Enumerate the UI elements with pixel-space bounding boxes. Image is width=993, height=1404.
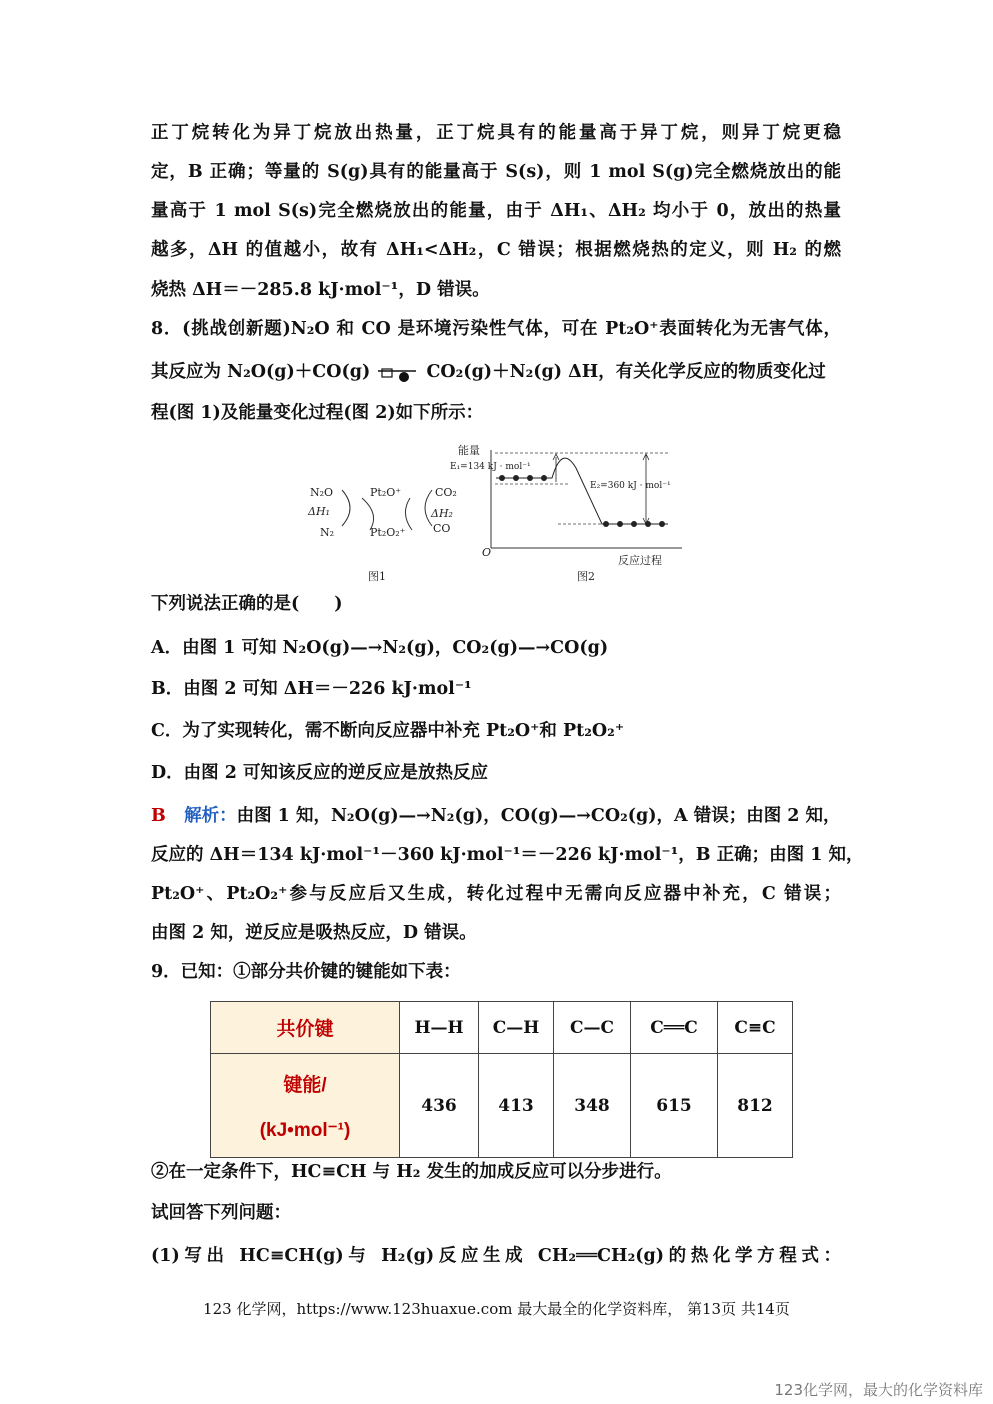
q8-line-3: 程(图 1)及能量变化过程(图 2)如下所示： — [151, 403, 484, 423]
q9-intro: 9．已知：①部分共价键的键能如下表： — [151, 962, 461, 982]
fig2-y-label: 能量 — [458, 444, 480, 457]
q8-option-b: B．由图 2 可知 ΔH＝－226 kJ·mol⁻¹ — [151, 679, 472, 699]
bond-energy-table — [210, 1001, 793, 1158]
figure-2 — [450, 443, 682, 583]
energy-header-line-1: 键能/ — [283, 1074, 327, 1096]
fig1-n2-label: N₂ — [320, 526, 335, 539]
fig1-left-arc — [342, 490, 350, 526]
para-line-2: 定，B 正确；等量的 S(g)具有的能量高于 S(s)，则 1 mol S(g)完全燃烧放出的能 — [151, 162, 841, 182]
fig2-caption: 图2 — [577, 570, 595, 583]
table-cell-bond: H—H — [400, 1002, 479, 1054]
fig1-dh1-label: ΔH₁ — [308, 505, 330, 518]
q9-ask: 试回答下列问题： — [151, 1203, 291, 1223]
q8-answer: B — [151, 806, 166, 826]
fig1-co-label: CO — [433, 522, 451, 535]
table-cell-energy: 812 — [718, 1054, 793, 1158]
fig2-x-label: 反应过程 — [618, 554, 662, 567]
para-line-5: 烧热 ΔH＝－285.8 kJ·mol⁻¹，D 错误。 — [151, 280, 490, 300]
energy-header-line-2: (kJ•mol⁻¹) — [259, 1119, 351, 1141]
q8-analysis-line-2: 反应的 ΔH＝134 kJ·mol⁻¹－360 kJ·mol⁻¹＝－226 kJ·mol⁻¹，B 正确；由图 1 知， — [151, 845, 864, 865]
fig1-dh2-label: ΔH₂ — [431, 507, 453, 520]
fig2-e2-label: E₂=360 kJ · mol⁻¹ — [590, 481, 671, 491]
q8-equation-left: 其反应为 N₂O(g)＋CO(g) — [151, 362, 371, 382]
fig2-origin: O — [482, 546, 492, 559]
table-cell-energy: 436 — [400, 1054, 479, 1158]
table-cell-energy: 615 — [631, 1054, 718, 1158]
fig1-caption: 图1 — [368, 570, 386, 583]
table-cell-energy: 413 — [479, 1054, 554, 1158]
fig1-pt2o-label: Pt₂O⁺ — [370, 486, 402, 499]
table-cell-bond: C—C — [554, 1002, 631, 1054]
q8-line-1: 8．(挑战创新题)N₂O 和 CO 是环境污染性气体，可在 Pt₂O⁺表面转化为无害气体， — [151, 319, 841, 339]
catalyst-arrow-icon — [376, 362, 420, 384]
para-line-1: 正丁烷转化为异丁烷放出热量，正丁烷具有的能量高于异丁烷，则异丁烷更稳 — [151, 123, 841, 143]
para-line-4: 越多，ΔH 的值越小，故有 ΔH₁<ΔH₂，C 错误；根据燃烧热的定义，则 H₂ 的燃 — [151, 240, 841, 260]
page-footer: 123 化学网，https://www.123huaxue.com 最大最全的化学资料库， 第13页 共14页 — [203, 1300, 790, 1318]
q8-stem: 下列说法正确的是( ) — [151, 594, 343, 614]
para-line-3: 量高于 1 mol S(s)完全燃烧放出的能量，由于 ΔH₁、ΔH₂ 均小于 0，放出的热量 — [151, 201, 841, 221]
q9-condition: ②在一定条件下，HC≡CH 与 H₂ 发生的加成反应可以分步进行。 — [151, 1162, 672, 1182]
q9-sub1: (1)写出 HC≡CH(g)与 H₂(g)反应生成 CH₂══CH₂(g)的热化学方程式： — [151, 1246, 841, 1266]
q8-analysis-line-1 — [151, 804, 841, 828]
figure-area — [300, 438, 700, 588]
q8-line-2 — [151, 360, 841, 384]
table-row — [211, 1054, 793, 1158]
fig2-e1-label: E₁=134 kJ · mol⁻¹ — [450, 462, 531, 472]
q8-option-a: A．由图 1 可知 N₂O(g)—→N₂(g)，CO₂(g)—→CO(g) — [151, 638, 609, 658]
watermark: 123化学网，最大的化学资料库 — [774, 1381, 983, 1399]
q8-analysis-text-1: 由图 1 知，N₂O(g)—→N₂(g)，CO(g)—→CO₂(g)，A 错误；由图 2 知， — [236, 806, 841, 826]
table-header-energy — [211, 1054, 400, 1158]
fig1-co2-label: CO₂ — [435, 486, 457, 499]
fig1-n2o-label: N₂O — [310, 486, 334, 499]
table-header-bond: 共价键 — [211, 1002, 400, 1054]
table-cell-bond: C≡C — [718, 1002, 793, 1054]
fig1-cycle-down — [362, 498, 374, 530]
q8-analysis-line-4: 由图 2 知，逆反应是吸热反应，D 错误。 — [151, 923, 477, 943]
table-cell-energy: 348 — [554, 1054, 631, 1158]
figure-1 — [307, 486, 457, 583]
q8-option-c: C．为了实现转化，需不断向反应器中补充 Pt₂O⁺和 Pt₂O₂⁺ — [151, 721, 625, 741]
table-row — [211, 1002, 793, 1054]
table-cell-bond: C—H — [479, 1002, 554, 1054]
q8-analysis-label: 解析： — [184, 806, 237, 826]
table-cell-bond: C══C — [631, 1002, 718, 1054]
q8-equation-right: CO₂(g)＋N₂(g) ΔH，有关化学反应的物质变化过 — [426, 362, 826, 382]
q8-analysis-line-3: Pt₂O⁺、Pt₂O₂⁺参与反应后又生成，转化过程中无需向反应器中补充，C 错误； — [151, 884, 841, 904]
q8-option-d: D．由图 2 可知该反应的逆反应是放热反应 — [151, 763, 489, 783]
fig1-pt2o2-label: Pt₂O₂⁺ — [370, 526, 406, 539]
fig1-cycle-up — [405, 498, 412, 530]
